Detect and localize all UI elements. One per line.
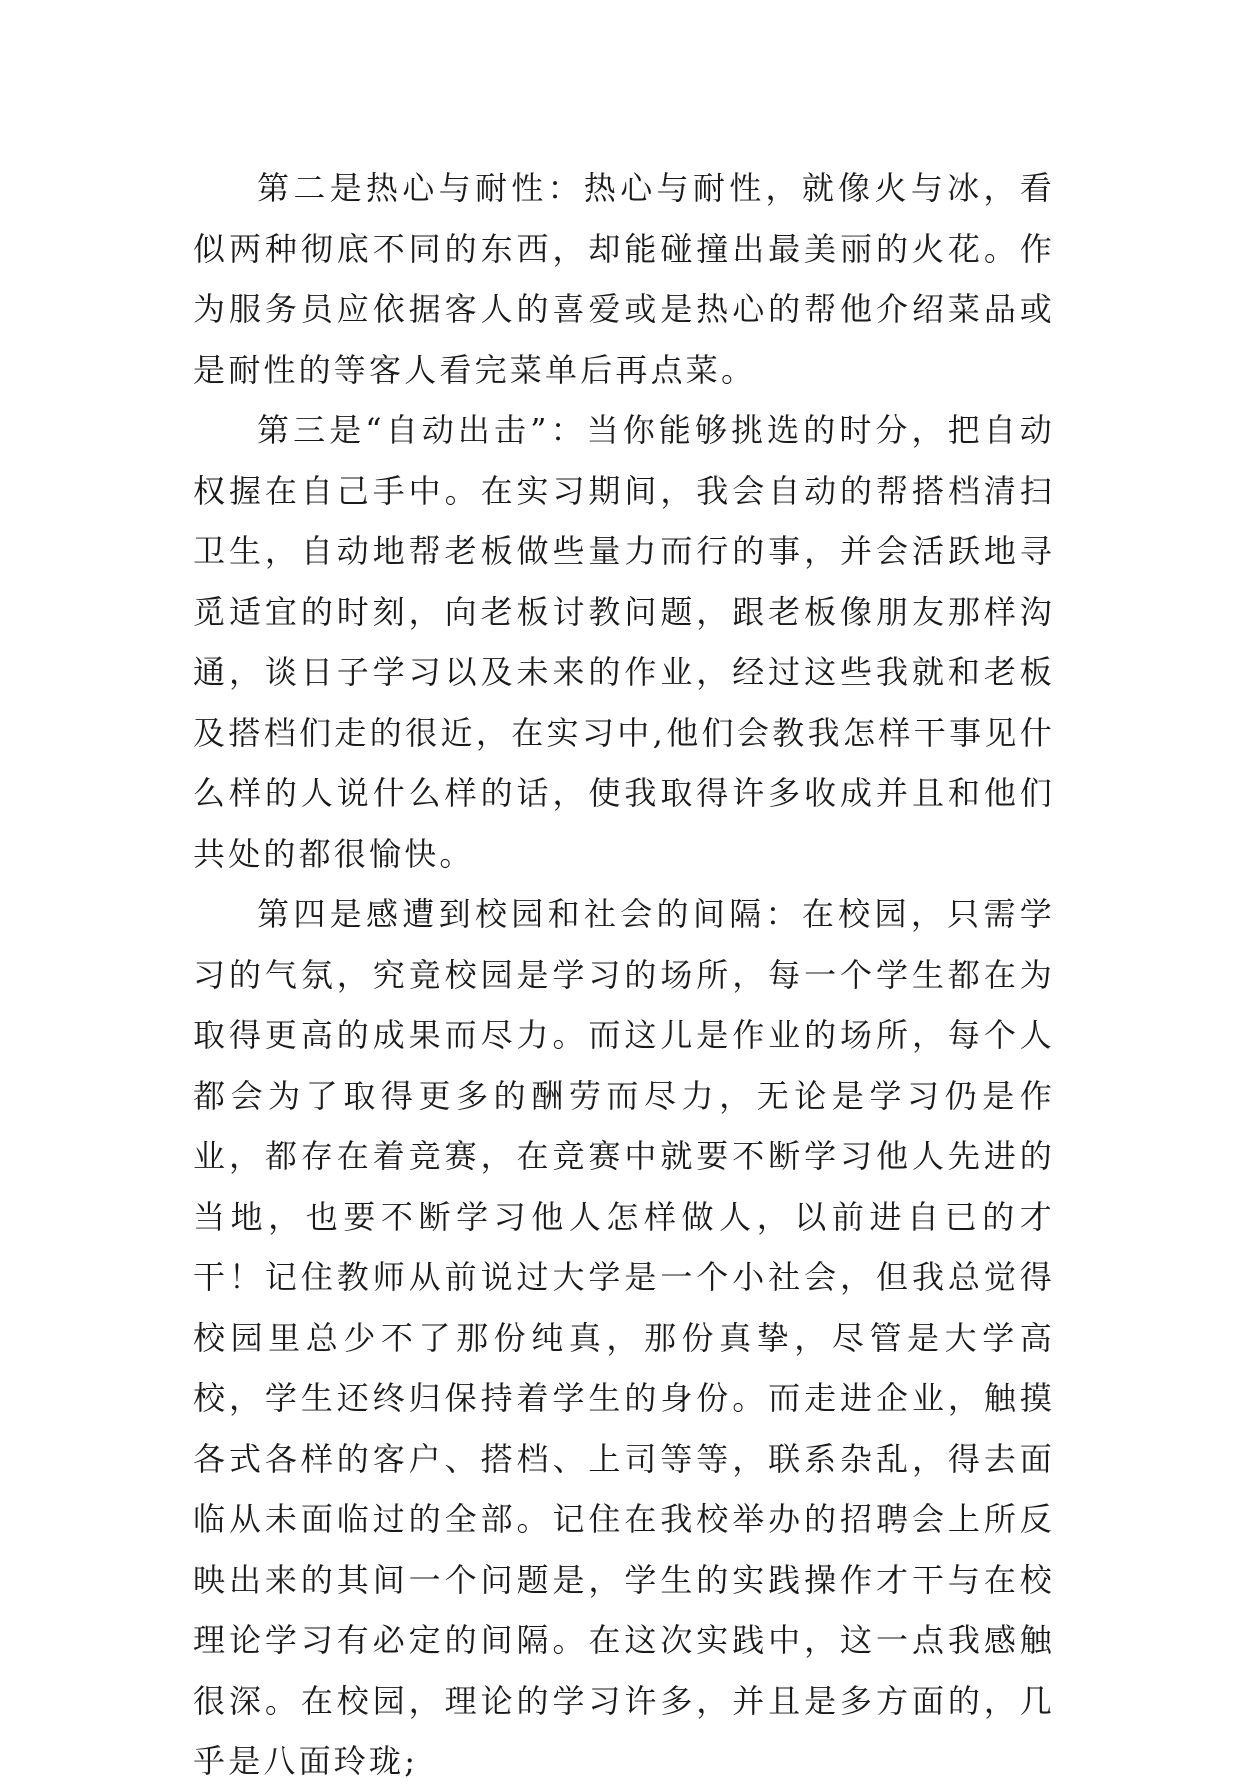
paragraph-school-society-gap: 第四是感遭到校园和社会的间隔：在校园，只需学习的气氛，究竟校园是学习的场所，每一个学生都在为取得更高的成果而尽力。而这儿是作业的场所，每个人都会为了取得更多的酬劳而尽力，无论是学习仍是作业，都存在着竞赛，在竞赛中就要不断学习他人先进的当地，也要不断学习他人怎样做人，以前进自已的才干！记住教师从前说过大学是一个小社会，但我总觉得校园里总少不了那份纯真，那份真挚，尽管是大学高校，学生还终归保持着学生的身份。而走进企业，触摸各式各样的客户、搭档、上司等等，联系杂乱，得去面临从未面临过的全部。记住在我校举办的招聘会上所反映出来的其间一个问题是，学生的实践操作才干与在校理论学习有必定的间隔。在这次实践中，这一点我感触很深。在校园，理论的学习许多，并且是多方面的，几乎是八面玲珑; (193, 895, 1055, 1780)
document-body (193, 158, 1055, 1792)
paragraph-enthusiasm-patience: 第二是热心与耐性：热心与耐性，就像火与冰，看似两种彻底不同的东西，却能碰撞出最美丽的火花。作为服务员应依据客人的喜爱或是热心的帮他介绍菜品或是耐性的等客人看完菜单后再点菜。 (193, 169, 1055, 389)
paragraph-take-initiative: 第三是“自动出击”：当你能够挑选的时分，把自动权握在自己手中。在实习期间，我会自动的帮搭档清扫卫生，自动地帮老板做些量力而行的事，并会活跃地寻觅适宜的时刻，向老板讨教问题，跟老板像朋友那样沟通，谈日子学习以及未来的作业，经过这些我就和老板及搭档们走的很近，在实习中,他们会教我怎样干事见什么样的人说什么样的话，使我取得许多收成并且和他们共处的都很愉快。 (193, 411, 1055, 873)
